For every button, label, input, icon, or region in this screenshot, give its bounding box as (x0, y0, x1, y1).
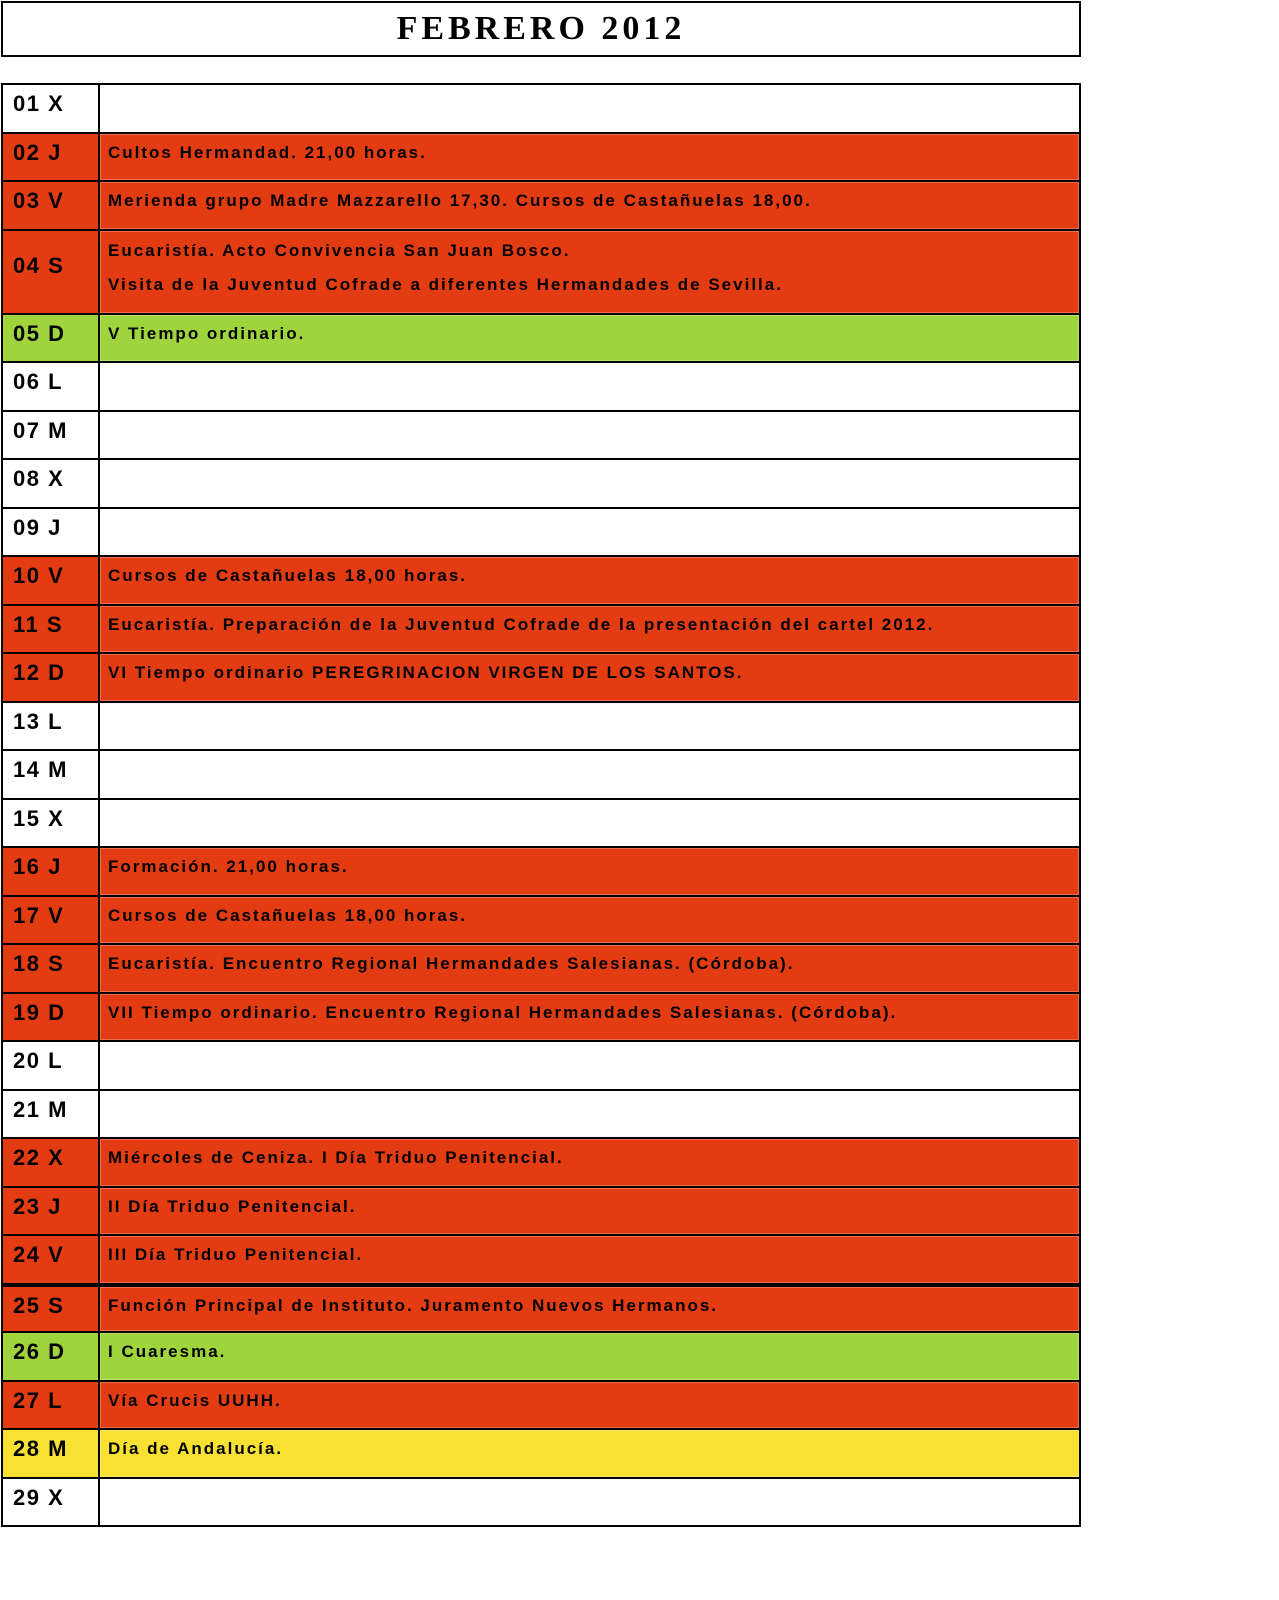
day-row (3, 134, 1079, 183)
event-text: Merienda grupo Madre Mazzarello 17,30. Cursos de Castañuelas 18,00. (108, 191, 812, 210)
event-text: Cultos Hermandad. 21,00 horas. (108, 142, 427, 162)
day-row (3, 182, 1079, 231)
day-events (100, 848, 1079, 895)
day-label: 26 D (3, 1333, 100, 1380)
day-label: 02 J (3, 134, 100, 181)
event-text: Eucaristía. Acto Convivencia San Juan Bosco. (108, 240, 571, 260)
day-label: 04 S (3, 231, 100, 313)
event-text: Formación. 21,00 horas. (108, 857, 349, 876)
day-events (100, 994, 1079, 1041)
day-label: 25 S (3, 1287, 100, 1332)
day-events (100, 1287, 1079, 1332)
day-label: 14 M (3, 751, 100, 798)
day-row (3, 1188, 1079, 1237)
day-events (100, 703, 1079, 750)
calendar-title-box (1, 1, 1081, 57)
day-row (3, 1333, 1079, 1382)
day-row (3, 412, 1079, 461)
day-row (3, 848, 1079, 897)
day-events (100, 1236, 1079, 1283)
day-events (100, 1333, 1079, 1380)
event-text: Cursos de Castañuelas 18,00 horas. (108, 905, 468, 925)
day-row (3, 1382, 1079, 1431)
day-label: 11 S (3, 606, 100, 653)
event-text: II Día Triduo Penitencial. (108, 1196, 357, 1216)
day-label: 27 L (3, 1382, 100, 1429)
day-row (3, 1430, 1079, 1479)
day-row (3, 945, 1079, 994)
page-title: FEBRERO 2012 (396, 10, 686, 47)
day-label: 16 J (3, 848, 100, 895)
day-label: 10 V (3, 557, 100, 604)
day-label: 20 L (3, 1042, 100, 1089)
event-text: Día de Andalucía. (108, 1439, 284, 1458)
event-text: I Cuaresma. (108, 1342, 227, 1361)
day-events (100, 231, 1079, 313)
day-events (100, 182, 1079, 229)
calendar-table (1, 83, 1081, 1527)
day-events (100, 1091, 1079, 1138)
day-row (3, 1091, 1079, 1140)
day-row (3, 231, 1079, 315)
day-events (100, 654, 1079, 701)
day-label: 06 L (3, 363, 100, 410)
day-label: 23 J (3, 1188, 100, 1235)
day-label: 03 V (3, 182, 100, 229)
day-label: 28 M (3, 1430, 100, 1477)
day-events (100, 800, 1079, 847)
day-label: 21 M (3, 1091, 100, 1138)
event-text: Vía Crucis UUHH. (108, 1390, 282, 1410)
day-events (100, 412, 1079, 459)
event-text: Visita de la Juventud Cofrade a diferentes Hermandades de Sevilla. (108, 274, 783, 294)
event-text: III Día Triduo Penitencial. (108, 1245, 364, 1264)
day-row (3, 1236, 1079, 1285)
day-label: 07 M (3, 412, 100, 459)
day-label: 08 X (3, 460, 100, 507)
day-row (3, 1042, 1079, 1091)
event-text: Función Principal de Instituto. Juramento Nuevos Hermanos. (108, 1295, 719, 1315)
day-row (3, 1479, 1079, 1528)
day-label: 09 J (3, 509, 100, 556)
day-label: 17 V (3, 897, 100, 944)
event-text: Cursos de Castañuelas 18,00 horas. (108, 566, 468, 585)
day-row (3, 800, 1079, 849)
day-events (100, 1042, 1079, 1089)
day-label: 13 L (3, 703, 100, 750)
day-events (100, 606, 1079, 653)
day-label: 24 V (3, 1236, 100, 1283)
day-label: 01 X (3, 85, 100, 132)
day-label: 19 D (3, 994, 100, 1041)
day-events (100, 1382, 1079, 1429)
day-events (100, 460, 1079, 507)
day-label: 05 D (3, 315, 100, 362)
day-row (3, 654, 1079, 703)
day-events (100, 557, 1079, 604)
day-row (3, 897, 1079, 946)
day-row (3, 1139, 1079, 1188)
event-text: Miércoles de Ceniza. I Día Triduo Penitencial. (108, 1148, 564, 1167)
day-row (3, 606, 1079, 655)
day-events (100, 897, 1079, 944)
event-text: VI Tiempo ordinario PEREGRINACION VIRGEN DE LOS SANTOS. (108, 663, 744, 682)
day-row (3, 703, 1079, 752)
day-events (100, 1139, 1079, 1186)
day-label: 12 D (3, 654, 100, 701)
day-row (3, 557, 1079, 606)
day-row (3, 315, 1079, 364)
event-text: VII Tiempo ordinario. Encuentro Regional Hermandades Salesianas. (Córdoba). (108, 1002, 898, 1022)
day-events (100, 85, 1079, 132)
day-events (100, 751, 1079, 798)
day-label: 22 X (3, 1139, 100, 1186)
day-label: 18 S (3, 945, 100, 992)
day-events (100, 945, 1079, 992)
day-row (3, 85, 1079, 134)
day-row (3, 994, 1079, 1043)
day-events (100, 509, 1079, 556)
day-events (100, 315, 1079, 362)
day-events (100, 1430, 1079, 1477)
event-text: Eucaristía. Encuentro Regional Hermandades Salesianas. (Córdoba). (108, 954, 795, 973)
day-row (3, 1285, 1079, 1334)
day-row (3, 460, 1079, 509)
day-events (100, 1188, 1079, 1235)
event-text: Eucaristía. Preparación de la Juventud Cofrade de la presentación del cartel 2012. (108, 614, 935, 634)
day-events (100, 134, 1079, 181)
day-row (3, 751, 1079, 800)
day-events (100, 1479, 1079, 1526)
day-row (3, 509, 1079, 558)
day-events (100, 363, 1079, 410)
day-label: 29 X (3, 1479, 100, 1526)
day-row (3, 363, 1079, 412)
day-label: 15 X (3, 800, 100, 847)
event-text: V Tiempo ordinario. (108, 323, 306, 343)
